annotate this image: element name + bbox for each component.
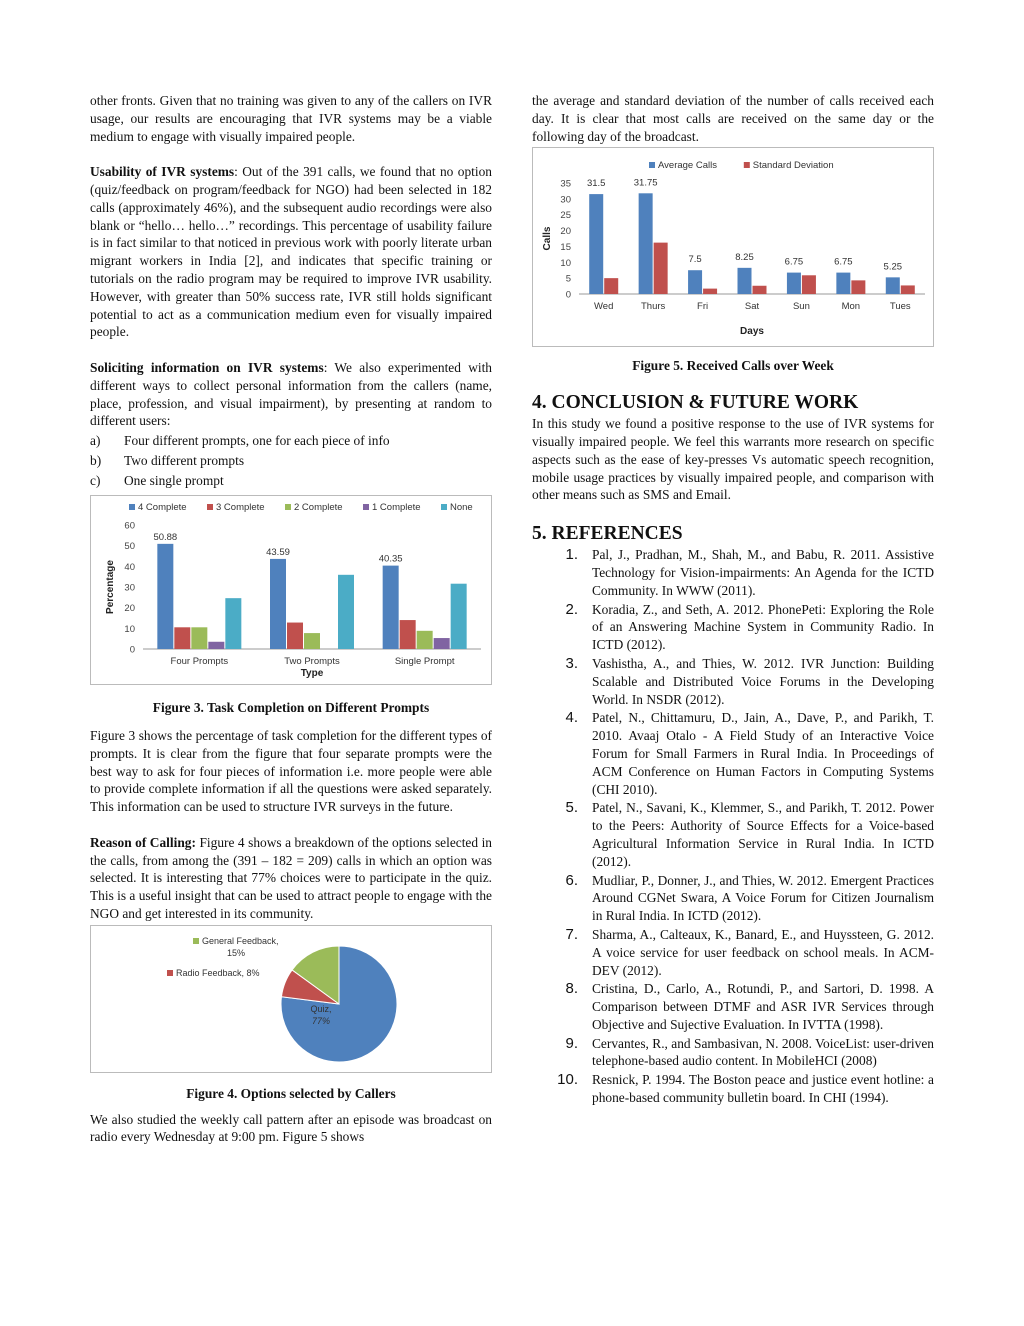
slice-label: General Feedback,	[202, 935, 279, 946]
legend-swatch	[285, 504, 291, 510]
figure-4-chart	[90, 925, 492, 1073]
list-item	[90, 432, 492, 452]
option-list	[90, 432, 492, 492]
x-tick-label: Wed	[594, 301, 614, 313]
paragraph-right-intro: the average and standard deviation of the number of calls received each day. It is clear that most calls are received on the same day or the following day of the broadcast.	[532, 93, 934, 144]
reference-text: Pal, J., Pradhan, M., Shah, M., and Babu, R. 2011. Assistive Technology for Vision-impairments: An Agenda for the ICTD Community. In WWW (2011).	[592, 547, 934, 598]
legend-swatch	[649, 162, 655, 168]
reference-item	[532, 926, 934, 979]
reference-item	[532, 799, 934, 870]
reference-text: Patel, N., Savani, K., Klemmer, S., and Parikh, T. 2012. Power to the Peers: Authority of Source Effects for a Voice-based Agricultural Information Service in Rural India. In ICTD (2012).	[592, 800, 934, 869]
bar	[417, 631, 433, 649]
data-label: 43.59	[266, 547, 290, 559]
legend-label: Average Calls	[658, 160, 717, 172]
reference-text: Vashistha, A., and Thies, W. 2012. IVR Junction: Building Scalable and Distributed Voice Forums in the Developing World. In NSDR (2012).	[592, 655, 934, 707]
usability-text: : Out of the 391 calls, we found that no option (quiz/feedback on program/feedback for NGO) had been selected in 182 calls (approximately 46%), and the subsequent audio recordings were also blank or “hello… hello…” recordings. This percentage of usability failure is in fact similar to that noticed in previous work with poorly literate urban migrant workers in India [2], and indicates that specific training or tutorials on the radio program may be required to improve IVR usability. However, with greater than 50% success rate, IVR still holds significant potential to act as a communication medium even for visually impaired people.	[90, 164, 492, 340]
reference-text: Koradia, Z., and Seth, A. 2012. PhonePeti: Exploring the Role of an Answering Machine System in Community Radio. In ICTD (2012).	[592, 601, 934, 653]
figure-5-chart	[532, 147, 934, 347]
reference-number: 7.	[565, 925, 578, 943]
x-tick-label: Mon	[841, 301, 861, 313]
bar	[451, 584, 467, 649]
paragraph-reason	[90, 834, 492, 923]
bar	[901, 286, 915, 295]
reference-text: Cristina, D., Carlo, A., Rotundi, P., and Sartori, D. 1998. A Comparison between DTMF and ASR IVR Services through Objective and Sujective Evaluation. In IVTTA (1998).	[592, 981, 934, 1032]
reference-text: Patel, N., Chittamuru, D., Jain, A., Dave, P., and Parikh, T. 2010. Avaaj Otalo - A Field Study of an Interactive Voice Forum for Small Farmers in Rural India. In Proceedings of ACM Conference on Human Factors in Computing Systems (CHI 2010).	[592, 710, 934, 797]
reference-item	[532, 1035, 934, 1071]
y-tick-label: 5	[565, 274, 571, 286]
reference-number: 4.	[565, 709, 578, 727]
reference-item	[532, 546, 934, 599]
bar	[738, 268, 752, 294]
legend-label: 4 Complete	[138, 502, 187, 514]
reference-number: 5.	[565, 799, 578, 817]
y-tick-label: 15	[560, 242, 571, 254]
left-column	[90, 92, 492, 1146]
legend-swatch	[744, 162, 750, 168]
legend-label: 1 Complete	[372, 502, 421, 514]
y-axis-title: Percentage	[105, 560, 116, 615]
legend-label: Standard Deviation	[752, 160, 834, 172]
bar	[604, 279, 618, 295]
bar	[208, 642, 224, 649]
bar	[886, 278, 900, 295]
bar	[703, 289, 717, 294]
data-label: 6.75	[834, 256, 853, 268]
reference-text: Cervantes, R., and Sambasivan, N. 2008. VoiceList: user-driven telephone-based audio content. In MobileHCI (2008)	[592, 1035, 934, 1069]
list-item	[90, 472, 492, 492]
x-tick-label: Sat	[744, 301, 760, 313]
legend-swatch	[441, 504, 447, 510]
bar	[191, 627, 207, 649]
bar	[287, 623, 303, 649]
bar	[338, 575, 354, 649]
data-label: 40.35	[378, 553, 403, 565]
list-marker: c)	[90, 473, 101, 489]
reference-item	[532, 655, 934, 708]
slice-percent: 77%	[311, 1015, 331, 1026]
reference-number: 3.	[565, 654, 578, 672]
list-marker: b)	[90, 453, 102, 469]
reference-list	[532, 546, 934, 1107]
x-axis-title: Type	[300, 668, 324, 680]
x-tick-label: Sun	[792, 301, 810, 313]
section-4-heading: 4. CONCLUSION & FUTURE WORK	[532, 392, 859, 414]
data-label: 6.75	[784, 256, 804, 268]
section-4-text: In this study we found a positive response to the use of IVR systems for visually impaired people. We feel this warrants more research on specific aspects such as the ease of key-presses Vs automatic speech recognition, mobile usage practices by visually impaired people, and comparison with other means such as SMS and Email.	[532, 416, 934, 503]
bar	[589, 194, 603, 294]
usability-lead: Usability of IVR systems	[90, 164, 235, 180]
y-tick-label: 10	[560, 258, 571, 270]
figure-4-caption: Figure 4. Options selected by Callers	[186, 1085, 396, 1101]
figure-4-svg	[91, 926, 491, 1070]
right-column	[532, 92, 934, 1108]
paragraph-soliciting	[90, 359, 492, 430]
x-tick-label: Single Prompt	[394, 656, 455, 668]
y-tick-label: 0	[129, 644, 135, 656]
list-text: Two different prompts	[124, 453, 245, 469]
reference-number: 2.	[565, 600, 578, 618]
x-tick-label: Two Prompts	[284, 656, 340, 668]
reference-number: 9.	[565, 1034, 578, 1052]
reason-text: Figure 4 shows a breakdown of the options selected in the calls, from among the (391 – 182 = 209) calls in which an option was selected. It is interesting that 77% choices were to participate in the quiz. This is a useful insight that can be used to attract people to engage with the NGO and get interested in its community.	[90, 834, 492, 921]
figure-5-svg	[533, 148, 933, 344]
list-text: One single prompt	[124, 473, 224, 489]
bar	[270, 559, 286, 649]
bar	[802, 276, 816, 295]
bar	[851, 281, 865, 295]
reference-number: 10.	[557, 1071, 578, 1089]
bar	[174, 627, 190, 649]
legend-label: 3 Complete	[216, 502, 265, 514]
soliciting-text: : We also experimented with different ways to collect personal information from the callers (name, place, profession, and visual impairment), by presenting at random to different users:	[90, 359, 493, 429]
list-item	[90, 452, 492, 472]
x-axis-title: Days	[740, 326, 764, 338]
paragraph-figure-3: Figure 3 shows the percentage of task completion for the different types of prompts. It is clear from the figure that four separate prompts were the best way to ask for four pieces of information i.e. more people were able to provide complete information if all the questions were asked separately. This information can be used to structure IVR surveys in the future.	[90, 727, 492, 815]
x-tick-label: Four Prompts	[170, 656, 229, 668]
y-tick-label: 20	[560, 226, 571, 238]
x-tick-label: Fri	[697, 301, 709, 313]
list-marker: a)	[90, 433, 101, 449]
y-tick-label: 30	[124, 582, 135, 594]
legend-swatch	[207, 504, 213, 510]
data-label: 8.25	[735, 252, 754, 264]
bar	[836, 273, 850, 294]
bar	[434, 638, 450, 649]
y-tick-label: 10	[124, 623, 135, 635]
reference-item	[532, 1071, 934, 1107]
bar	[304, 633, 320, 649]
reference-item	[532, 709, 934, 798]
reference-item	[532, 872, 934, 925]
legend-label: 2 Complete	[294, 502, 343, 514]
y-tick-label: 60	[124, 520, 135, 532]
data-label: 31.75	[633, 177, 658, 189]
reference-number: 1.	[565, 546, 578, 564]
data-label: 7.5	[688, 254, 702, 266]
bar	[639, 194, 653, 295]
y-axis-title: Calls	[542, 226, 553, 251]
reference-text: Mudliar, P., Donner, J., and Thies, W. 2012. Emergent Practices Around CGNet Swara, A Voice Forum for Citizen Journalism in Rural India. In ICTD (2012).	[592, 872, 934, 924]
slice-label: Radio Feedback, 8%	[176, 967, 260, 978]
y-tick-label: 25	[560, 210, 571, 222]
legend-swatch	[167, 970, 173, 976]
bar	[157, 544, 173, 649]
bar	[688, 271, 702, 295]
y-tick-label: 20	[124, 603, 135, 615]
bar	[654, 243, 668, 294]
paragraph-usability	[90, 163, 492, 341]
y-tick-label: 0	[565, 289, 571, 301]
soliciting-lead: Soliciting information on IVR systems	[90, 359, 324, 375]
bar	[787, 273, 801, 294]
y-tick-label: 30	[560, 194, 571, 206]
reference-number: 8.	[565, 980, 578, 998]
reference-item	[532, 980, 934, 1033]
figure-3-svg	[91, 496, 491, 682]
bar	[383, 566, 399, 649]
reference-item	[532, 601, 934, 654]
paragraph-intro: other fronts. Given that no training was given to any of the callers on IVR usage, our results are encouraging that IVR systems may be a viable medium to engage with visually impaired people.	[90, 93, 492, 144]
x-tick-label: Thurs	[640, 301, 666, 313]
reference-text: Sharma, A., Calteaux, K., Banard, E., and Huyssteen, G. 2012. A voice service for user feedback on school meals. In ACM-DEV (2012).	[592, 926, 934, 978]
legend-swatch	[193, 938, 199, 944]
section-5-heading: 5. REFERENCES	[532, 523, 683, 545]
data-label: 50.88	[153, 531, 178, 543]
reference-text: Resnick, P. 1994. The Boston peace and justice event hotline: a phone-based community bulletin board. In CHI (1994).	[592, 1072, 934, 1106]
y-tick-label: 50	[124, 541, 135, 553]
bar	[753, 286, 767, 294]
figure-5-caption: Figure 5. Received Calls over Week	[632, 358, 834, 374]
figure-3-chart	[90, 495, 492, 685]
legend-label: None	[450, 502, 473, 514]
x-tick-label: Tues	[889, 301, 911, 313]
legend-swatch	[363, 504, 369, 510]
data-label: 31.5	[586, 178, 606, 190]
slice-label: Quiz,	[310, 1003, 332, 1014]
paragraph-last: We also studied the weekly call pattern after an episode was broadcast on radio every Wednesday at 9:00 pm. Figure 5 shows	[90, 1111, 492, 1145]
slice-percent: 15%	[226, 947, 246, 958]
list-text: Four different prompts, one for each piece of info	[124, 433, 390, 449]
bar	[400, 620, 416, 649]
y-tick-label: 40	[124, 561, 135, 573]
y-tick-label: 35	[560, 178, 571, 190]
reference-number: 6.	[565, 871, 578, 889]
legend-swatch	[129, 504, 135, 510]
figure-3-caption: Figure 3. Task Completion on Different Prompts	[152, 700, 430, 716]
data-label: 5.25	[883, 261, 903, 273]
bar	[225, 598, 241, 649]
reason-lead: Reason of Calling:	[90, 834, 196, 850]
